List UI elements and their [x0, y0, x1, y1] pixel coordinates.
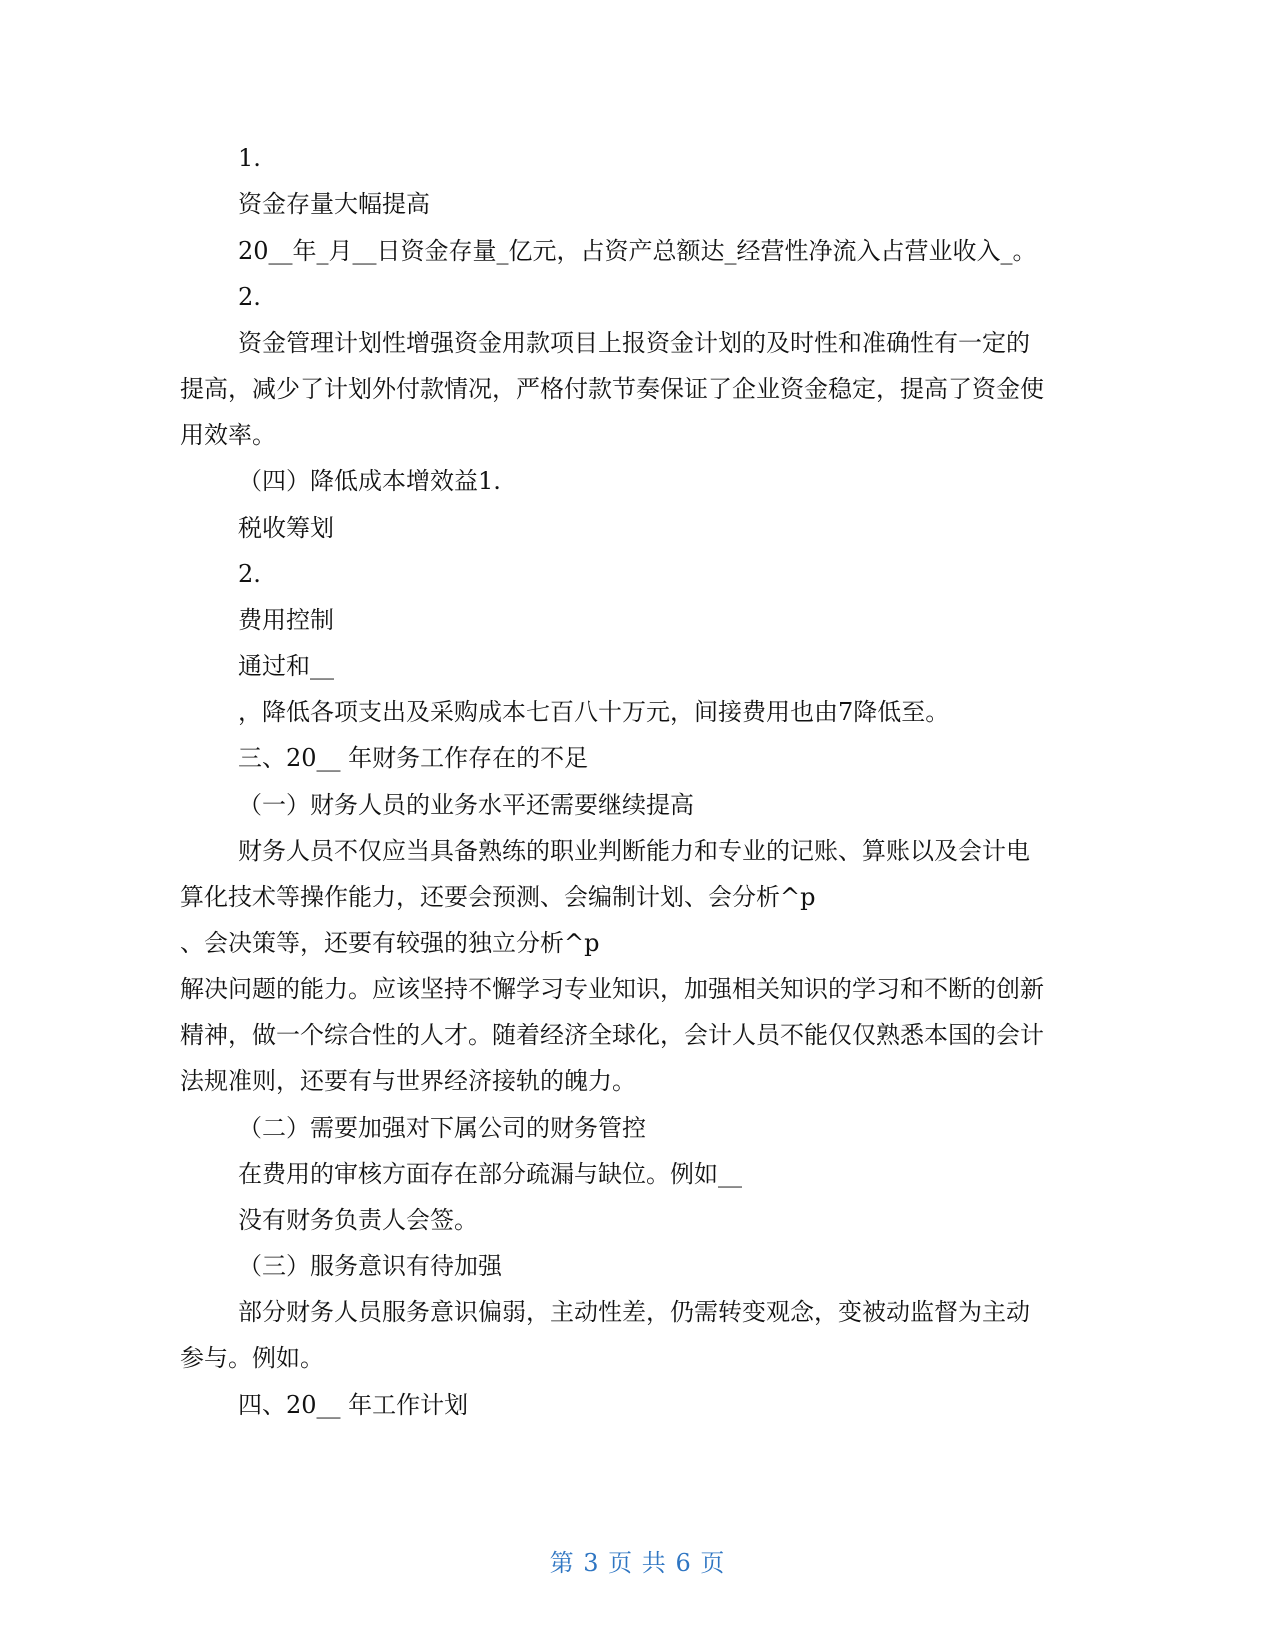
paragraph-fund-plan-line-2: 提高，减少了计划外付款情况，严格付款节奏保证了企业资金稳定，提高了资金使: [180, 375, 1044, 403]
paragraph-expense-line-1: 通过和__: [238, 652, 334, 680]
paragraph-staff-line-5: 精神，做一个综合性的人才。随着经济全球化，会计人员不能仅仅熟悉本国的会计: [180, 1021, 1044, 1049]
paragraph-staff-line-1: 财务人员不仅应当具备熟练的职业判断能力和专业的记账、算账以及会计电: [238, 837, 1030, 865]
list-number-2b: 2.: [238, 560, 261, 588]
section-heading-work-plan: 四、20__ 年工作计划: [238, 1391, 469, 1419]
heading-expense-control: 费用控制: [238, 606, 334, 634]
subheading-service-awareness: （三）服务意识有待加强: [238, 1252, 502, 1280]
section-heading-shortcomings: 三、20__ 年财务工作存在的不足: [238, 744, 589, 772]
list-number-2: 2.: [238, 283, 261, 311]
list-number-1: 1.: [238, 144, 261, 172]
paragraph-staff-line-2: 算化技术等操作能力，还要会预测、会编制计划、会分析^p: [180, 883, 816, 911]
heading-fund-stock: 资金存量大幅提高: [238, 190, 430, 218]
page-number-footer: 第 3 页 共 6 页: [549, 1549, 726, 1577]
paragraph-staff-line-4: 解决问题的能力。应该坚持不懈学习专业知识，加强相关知识的学习和不断的创新: [180, 975, 1044, 1003]
subheading-staff-skill: （一）财务人员的业务水平还需要继续提高: [238, 791, 694, 819]
paragraph-service-line-1: 部分财务人员服务意识偏弱，主动性差，仍需转变观念，变被动监督为主动: [238, 1298, 1030, 1326]
paragraph-subsidiary-line-2: 没有财务负责人会签。: [238, 1206, 478, 1234]
paragraph-fund-stock: 20__年_月__日资金存量_亿元，占资产总额达_经营性净流入占营业收入_。: [238, 237, 1037, 265]
section-heading-cost-reduction: （四）降低成本增效益1.: [238, 467, 501, 495]
paragraph-expense-line-2: ，降低各项支出及采购成本七百八十万元，间接费用也由7降低至。: [238, 698, 950, 726]
paragraph-subsidiary-line-1: 在费用的审核方面存在部分疏漏与缺位。例如__: [238, 1160, 742, 1188]
paragraph-staff-line-3: 、会决策等，还要有较强的独立分析^p: [180, 929, 600, 957]
subheading-subsidiary-control: （二）需要加强对下属公司的财务管控: [238, 1114, 646, 1142]
paragraph-fund-plan-line-1: 资金管理计划性增强资金用款项目上报资金计划的及时性和准确性有一定的: [238, 329, 1030, 357]
paragraph-service-line-2: 参与。例如。: [180, 1344, 324, 1372]
paragraph-fund-plan-line-3: 用效率。: [180, 421, 276, 449]
paragraph-staff-line-6: 法规准则，还要有与世界经济接轨的魄力。: [180, 1067, 636, 1095]
heading-tax-planning: 税收筹划: [238, 514, 334, 542]
